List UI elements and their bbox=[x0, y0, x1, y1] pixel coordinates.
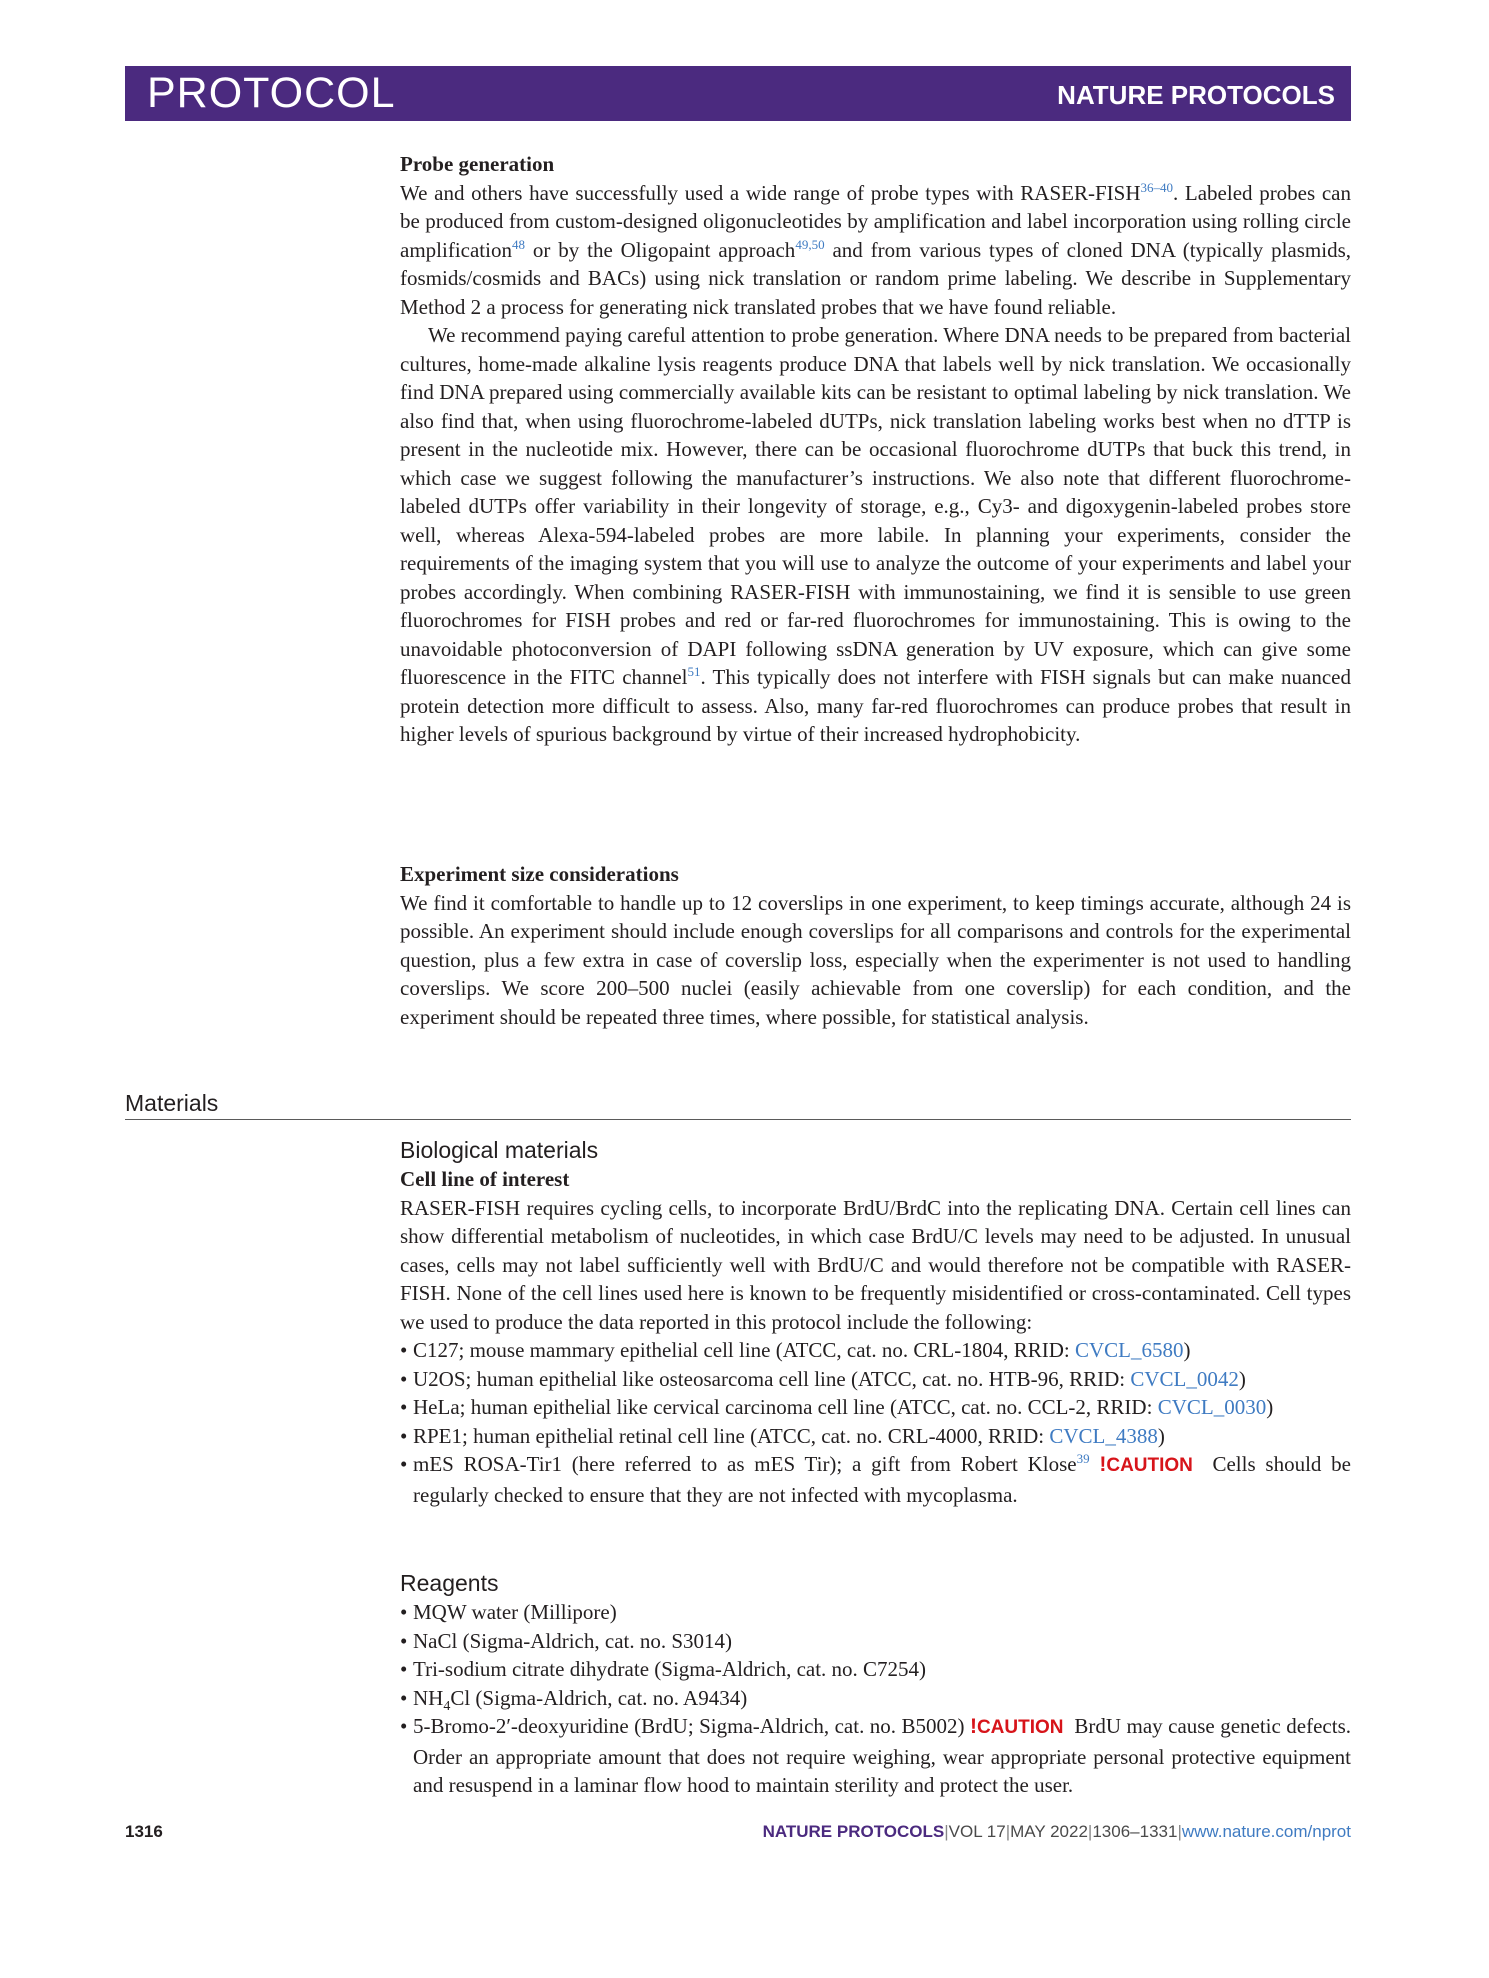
caution-icon: ! bbox=[1099, 1453, 1107, 1476]
list-item: • C127; mouse mammary epithelial cell line (ATCC, cat. no. CRL-1804, RRID: CVCL_6580) bbox=[400, 1336, 1351, 1365]
list-item: • HeLa; human epithelial like cervical carcinoma cell line (ATCC, cat. no. CCL-2, RRID: CVCL_0030) bbox=[400, 1393, 1351, 1422]
probe-paragraph-2: We recommend paying careful attention to probe generation. Where DNA needs to be prepared from bacterial cultures, home-made alkaline lysis reagents produce DNA that labels well by nick translation. We occasionally find DNA prepared using commercially available kits can be resistant to optimal labeling by nick translation. We also find that, when using fluorochrome-labeled dUTPs, nick translation labeling works best when no dTTP is present in the nucleotide mix. However, there can be occasional fluorochrome dUTPs that buck this trend, in which case we suggest following the manufacturer’s instructions. We also note that different fluorochrome-labeled dUTPs offer variability in their longevity of storage, e.g., Cy3- and digoxygenin-labeled probes store well, whereas Alexa-594-labeled probes are more labile. In planning your experiments, consider the requirements of the imaging system that you will use to analyze the outcome of your experiments and label your probes accordingly. When combining RASER-FISH with immunostaining, we find it is sensible to use green fluorochromes for FISH probes and red or far-red fluorochromes for immunostaining. This is owing to the unavoidable photoconversion of DAPI following ssDNA generation by UV exposure, which can give some fluorescence in the FITC channel$^{51}$. This typically does not interfere with FISH signals but can make nuanced protein detection more difficult to assess. Also, many far-red fluorochromes can produce probes that result in higher levels of spurious background by virtue of their increased hydrophobicity. bbox=[400, 323, 1351, 746]
cell-line-list bbox=[400, 1336, 1351, 1509]
section-label: PROTOCOL bbox=[147, 69, 396, 117]
probe-generation-section bbox=[400, 150, 1351, 749]
caution-label: !CAUTION bbox=[1099, 1453, 1193, 1476]
experiment-size-section bbox=[400, 860, 1351, 1031]
cell-line-paragraph: RASER-FISH requires cycling cells, to incorporate BrdU/BrdC into the replicating DNA. Certain cell lines can show differential metabolism of nucleotides, in which case BrdU/C levels may need to be adjusted. In unusual cases, cells may not label sufficiently well with BrdU/C and would therefore not be compatible with RASER-FISH. None of the cell lines used here is known to be frequently misidentified or cross-contaminated. Cell types we used to produce the data reported in this protocol include the following: bbox=[400, 1195, 1351, 1334]
reagents-heading: Reagents bbox=[400, 1570, 499, 1596]
rrid-link[interactable]: CVCL_6580 bbox=[1074, 1338, 1184, 1362]
citation-link[interactable]: 36–40 bbox=[1140, 179, 1173, 195]
reagents-list bbox=[400, 1598, 1351, 1800]
list-item: • mES ROSA-Tir1 (here referred to as mES Tir); a gift from Robert Klose$^{39}$ !CAUTION Cells should be regularly checked to ensure that they are not infected with mycoplasma. bbox=[400, 1450, 1351, 1509]
section-divider bbox=[125, 1119, 1351, 1120]
citation-link[interactable]: 51 bbox=[687, 664, 701, 679]
citation-link[interactable]: 49,50 bbox=[795, 236, 825, 252]
caution-icon: ! bbox=[969, 1715, 977, 1738]
list-item: • 5-Bromo-2′-deoxyuridine (BrdU; Sigma-Aldrich, cat. no. B5002) !CAUTION BrdU may cause genetic defects. Order an appropriate amount that does not require weighing, wear appropriate personal protective equipment and resuspend in a laminar flow hood to maintain sterility and protect the user. bbox=[400, 1712, 1351, 1800]
footer-citation: NATURE PROTOCOLS|VOL 17|MAY 2022|1306–1331|www.nature.com/nprot bbox=[762, 1822, 1351, 1841]
cell-line-heading: Cell line of interest bbox=[400, 1167, 570, 1191]
citation-link[interactable]: 48 bbox=[511, 236, 525, 252]
page-header bbox=[125, 66, 1351, 121]
biological-materials-heading: Biological materials bbox=[400, 1137, 599, 1163]
list-item: • NaCl (Sigma-Aldrich, cat. no. S3014) bbox=[400, 1627, 1351, 1656]
rrid-link[interactable]: CVCL_4388 bbox=[1049, 1423, 1158, 1448]
list-item: • RPE1; human epithelial retinal cell line (ATCC, cat. no. CRL-4000, RRID: CVCL_4388) bbox=[400, 1422, 1351, 1451]
page-number: 1316 bbox=[125, 1822, 163, 1841]
probe-paragraph-1: We and others have successfully used a wide range of probe types with RASER-FISH$^{36-40}$. Labeled probes can be produced from custom-designed oligonucleotides by amplification and label incorporation using rolling circle amplification$^{48}$ or by the Oligopaint approach$^{49,50}$ and from various types of cloned DNA (typically plasmids, fosmids/cosmids and BACs) using nick translation or random prime labeling. We describe in Supplementary Method 2 a process for generating nick translated probes that we have found reliable. bbox=[400, 179, 1351, 319]
list-item: • $NH_4Cl$ (Sigma-Aldrich, cat. no. A9434) bbox=[400, 1684, 1351, 1713]
rrid-link[interactable]: CVCL_0030 bbox=[1157, 1395, 1267, 1419]
experiment-size-heading: Experiment size considerations bbox=[400, 862, 679, 886]
reagents-section bbox=[400, 1568, 1351, 1800]
citation-link[interactable]: 39 bbox=[1076, 1451, 1090, 1466]
list-item: • Tri-sodium citrate dihydrate (Sigma-Aldrich, cat. no. C7254) bbox=[400, 1655, 1351, 1684]
journal-name: NATURE PROTOCOLS bbox=[1057, 80, 1335, 110]
experiment-size-paragraph: We find it comfortable to handle up to 12 coverslips in one experiment, to keep timings accurate, although 24 is possible. An experiment should include enough coverslips for all comparisons and controls for the experimental question, plus a few extra in case of coverslip loss, especially when the experimenter is not used to handling coverslips. We score 200–500 nuclei (easily achievable from one coverslip) for each condition, and the experiment should be repeated three times, where possible, for statistical analysis. bbox=[400, 890, 1351, 1029]
list-item: • U2OS; human epithelial like osteosarcoma cell line (ATCC, cat. no. HTB-96, RRID: CVCL_0042) bbox=[400, 1365, 1351, 1394]
journal-url-link[interactable]: www.nature.com/nprot bbox=[1181, 1822, 1351, 1841]
caution-label: !CAUTION bbox=[969, 1715, 1064, 1738]
probe-generation-heading: Probe generation bbox=[400, 152, 555, 176]
rrid-link[interactable]: CVCL_0042 bbox=[1130, 1366, 1239, 1391]
materials-section-label: Materials bbox=[125, 1090, 219, 1116]
biological-materials-section bbox=[400, 1135, 1351, 1509]
list-item: • MQW water (Millipore) bbox=[400, 1598, 1351, 1627]
